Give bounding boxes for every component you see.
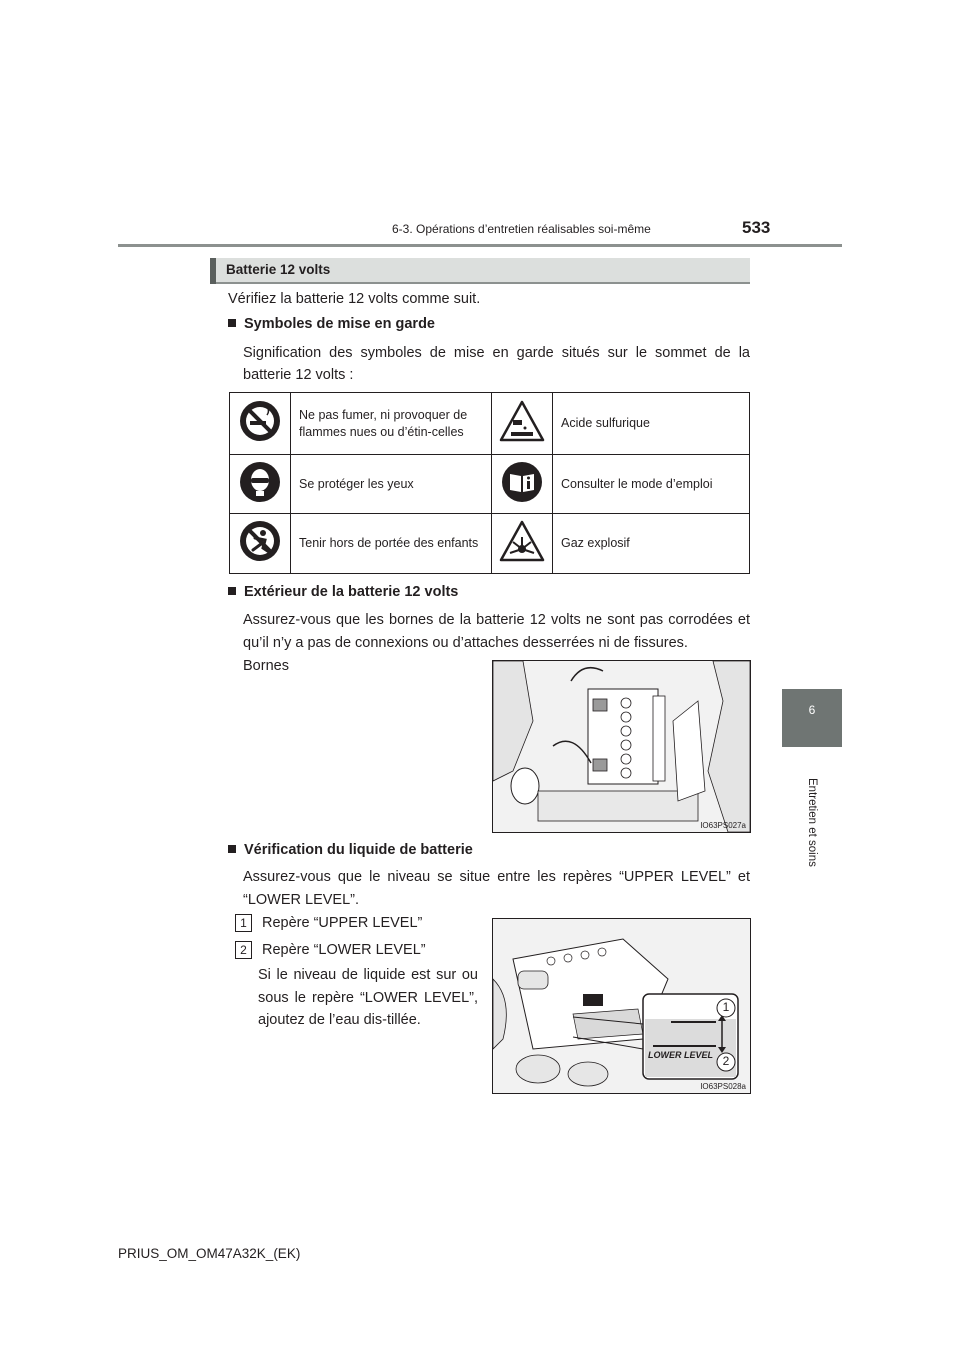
table-row	[230, 514, 750, 574]
section-title-bar	[210, 258, 750, 284]
symbol-text: Acide sulfurique	[553, 393, 750, 455]
header-section-title: 6-3. Opérations d’entretien réalisables soi-même	[392, 222, 651, 236]
page-number: 533	[742, 218, 771, 237]
image-callout-1: 1	[722, 1000, 730, 1014]
chapter-number: 6	[808, 703, 816, 717]
manual-icon	[492, 455, 553, 514]
callout-label: Repère “UPPER LEVEL”	[262, 915, 423, 931]
fluid-note: Si le niveau de liquide est sur ou sous le repère “LOWER LEVEL”, ajoutez de l’eau dis-tillée.	[258, 967, 478, 1028]
eye-protection-icon	[230, 455, 291, 514]
lower-level-label: LOWER LEVEL	[648, 1050, 713, 1060]
image-caption: IO63PS028a	[700, 1082, 746, 1091]
bullet-square-icon	[228, 845, 236, 853]
section-title: Batterie 12 volts	[226, 262, 331, 277]
callout-item-lower	[235, 940, 426, 960]
fluid-text: Assurez-vous que le niveau se situe entre les repères “UPPER LEVEL” et “LOWER LEVEL”.	[243, 869, 750, 908]
image-callout-2: 2	[722, 1054, 730, 1068]
chapter-label: Entretien et soins	[806, 777, 818, 867]
battery-terminals-illustration	[492, 660, 751, 833]
terminals-label: Bornes	[243, 658, 289, 674]
exterior-text: Assurez-vous que les bornes de la batterie 12 volts ne sont pas corrodées et qu’il n’y a pas de connexions ou d’attaches desserrées ni de fissures.	[243, 612, 750, 651]
fluid-heading: Vérification du liquide de batterie	[228, 842, 473, 858]
chapter-tab[interactable]	[782, 689, 842, 747]
callout-item-upper	[235, 913, 422, 933]
explosive-gas-icon	[492, 514, 553, 574]
symbols-heading: Symboles de mise en garde	[228, 316, 435, 332]
symbol-text: Consulter le mode d’emploi	[553, 455, 750, 514]
symbol-text: Gaz explosif	[553, 514, 750, 574]
table-row	[230, 455, 750, 514]
exterior-heading: Extérieur de la batterie 12 volts	[228, 584, 458, 600]
bullet-square-icon	[228, 587, 236, 595]
warning-symbols-table	[229, 392, 750, 574]
symbol-text: Tenir hors de portée des enfants	[291, 514, 492, 574]
keep-children-away-icon	[230, 514, 291, 574]
acid-warning-icon	[492, 393, 553, 455]
header-rule	[118, 244, 842, 247]
callout-number: 1	[235, 914, 252, 932]
symbols-description: Signification des symboles de mise en garde situés sur le sommet de la batterie 12 volts :	[243, 345, 750, 383]
callout-number: 2	[235, 941, 252, 959]
document-footer: PRIUS_OM_OM47A32K_(EK)	[118, 1246, 301, 1261]
section-title-marker	[210, 258, 216, 284]
intro-text: Vérifiez la batterie 12 volts comme suit.	[228, 291, 481, 307]
symbol-text: Se protéger les yeux	[291, 455, 492, 514]
no-smoking-icon	[230, 393, 291, 455]
bullet-square-icon	[228, 319, 236, 327]
table-row	[230, 393, 750, 455]
battery-fluid-illustration	[492, 918, 751, 1094]
callout-label: Repère “LOWER LEVEL”	[262, 942, 426, 958]
image-caption: IO63PS027a	[700, 821, 746, 830]
symbol-text: Ne pas fumer, ni provoquer de flammes nues ou d’étin-celles	[291, 393, 492, 455]
